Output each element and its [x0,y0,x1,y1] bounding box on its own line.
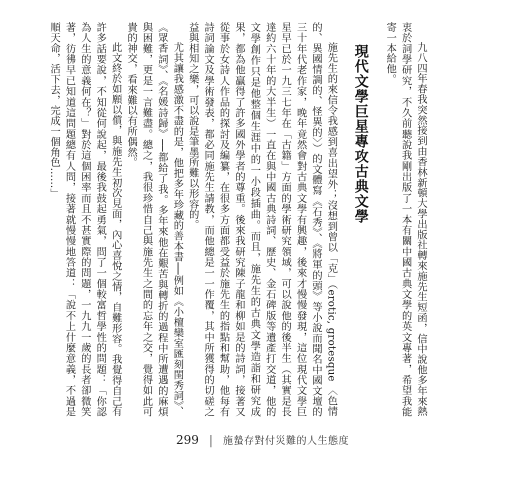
paragraph-body-1: 施先生的來信令我感到喜出望外；沒想到曾以「克」（erotic, grotesque 〈色情的、異國情調的、怪異的〉）的文體寫《石秀》、《將軍的頭》等小說而聞名中國文壇的三十年代老作家，晚年竟然會對古典文學有興趣，後來才慢慢發現，這位現代文學巨星早已於一九三七年在「古籍」方面的學術研究領域，可以說他的後半生（其實是長達約六十年的大半生）一直在與中國古典詩詞、歷史、金石碑版等遺產打交道，他的文學創作只是他整個生涯中的一小段插曲。而且，施先生的古典文學造詣和研究成果，都為他贏得了許多國外學者的尊重。後來我研究陳子龍和柳如是的詩詞，接著又從事於女詩人作品的探討及編纂，在很多方面都受益於施先生的指點和幫助，他每有詩詞論文及學術發表，都必同施先生請教，而他總是一一作覆，其中所獲得的切磋之益與相知之樂，可以說是筆墨所難以形容的。 [186,22,337,417]
section-heading: 現代文學巨星專攻古典文學 [352,44,369,224]
paragraph-body-2: 尤其讓我感激不盡的是，他把多年珍藏的善本書──例如《小檀欒室匯刻閨秀詞》、《眾香詞》、《名媛詩歸》──都給了我。多年來他在艱苦與轉折的過程中所遭遇的麻煩與困難，更是一言難盡。總之，我很珍惜自己與施先生之間的忘年之交，覺得如此可貴的神交，看來難以有所偶然。 [125,22,183,417]
paragraph-body-3: 此文終於如願以償，與施先生初次見面，內心喜悅之情，自難形容。我覺得自己有許多話要說，不知從何說起，最後我鼓起勇氣，問了一個較富哲學性的問題：「你認為人生的意義何在？」對於這個困率而且不甚實際的問題，一九九一歲的長者卻微笑著，彷彿早已知道這問題總有人問，接著就慢慢地答道：「說不上什麼意義，不過是順天命，活下去，完成一個角色……」 [48,22,121,417]
running-chapter-title: 施蟄存對付災難的人生態度 [222,436,349,447]
vertical-text-block [48,22,428,417]
page-footer [176,432,349,447]
paragraph-intro: 九八四年春我突然接到由香林新頓大學出版社轉來施先生短函，信中說他多年來熱衷於詞學研究，不久前聽說我剛出版了一本有關中國古典文學的英文專著，希望我能寄一本給他。 [384,22,426,417]
footer-separator: | [208,432,213,447]
page-number: 299 [176,432,199,447]
